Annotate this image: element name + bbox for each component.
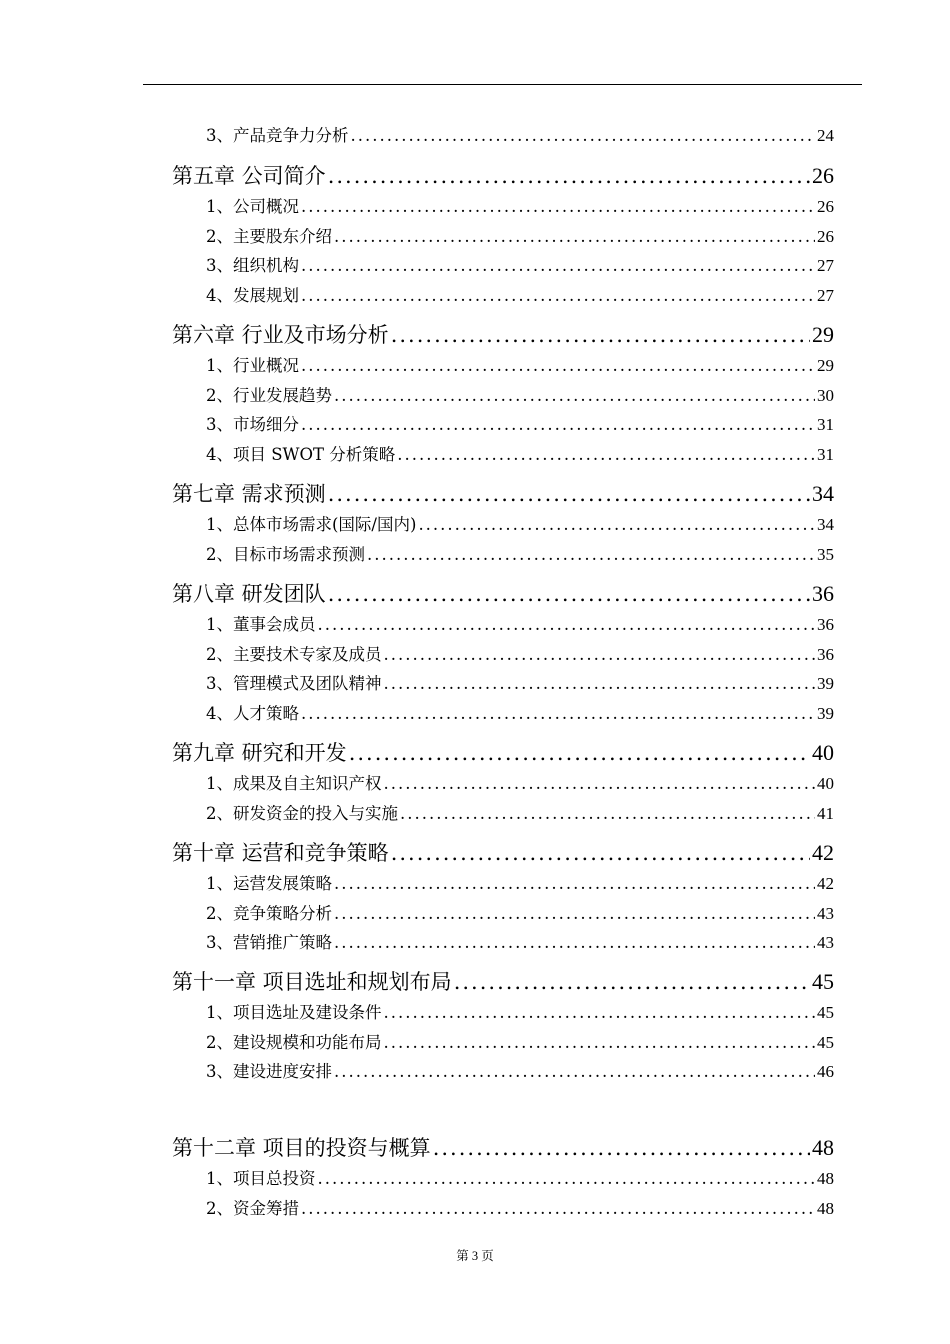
dot-leader	[433, 1136, 810, 1160]
toc-chapter-title: 第五章 公司简介	[172, 164, 326, 188]
toc-entry-title: 3、市场细分	[206, 415, 299, 434]
toc-entry-page: 40	[817, 774, 834, 793]
toc-entry[interactable]	[206, 511, 834, 535]
toc-entry-page: 26	[817, 197, 834, 216]
toc-entry-title: 3、营销推广策略	[206, 933, 332, 952]
dot-leader	[349, 741, 810, 765]
toc-entry-page: 41	[817, 804, 834, 823]
toc-entry[interactable]	[206, 670, 834, 694]
dot-leader	[367, 545, 815, 564]
toc-entry-title: 2、资金筹措	[206, 1199, 299, 1218]
toc-chapter-title: 第十一章 项目选址和规划布局	[172, 970, 452, 994]
dot-leader	[391, 841, 810, 865]
toc-entry-title: 2、竞争策略分析	[206, 904, 332, 923]
toc-entry-page: 30	[817, 386, 834, 405]
dot-leader	[328, 482, 810, 506]
toc-entry-page: 46	[817, 1062, 834, 1081]
header-rule	[143, 84, 862, 85]
dot-leader	[301, 256, 815, 275]
toc-entry-page: 48	[817, 1169, 834, 1188]
toc-entry-page: 27	[817, 256, 834, 275]
toc-entry[interactable]	[206, 122, 834, 146]
dot-leader	[328, 582, 810, 606]
toc-entry[interactable]	[206, 900, 834, 924]
toc-entry-page: 45	[817, 1033, 834, 1052]
toc-entry[interactable]	[206, 1195, 834, 1219]
dot-leader	[301, 415, 815, 434]
toc-chapter[interactable]	[172, 737, 834, 767]
dot-leader	[334, 1062, 815, 1081]
toc-entry[interactable]	[206, 800, 834, 824]
toc-entry-title: 2、建设规模和功能布局	[206, 1033, 382, 1052]
toc-entry-page: 31	[817, 415, 834, 434]
toc-chapter-page: 36	[812, 581, 834, 606]
toc-chapter[interactable]	[172, 837, 834, 867]
toc-chapter-page: 29	[812, 322, 834, 347]
toc-entry[interactable]	[206, 382, 834, 406]
toc-chapter-page: 48	[812, 1135, 834, 1160]
toc-entry-page: 43	[817, 933, 834, 952]
toc-entry[interactable]	[206, 929, 834, 953]
toc-entry[interactable]	[206, 611, 834, 635]
dot-leader	[328, 164, 810, 188]
dot-leader	[384, 645, 816, 664]
dot-leader	[397, 445, 815, 464]
dot-leader	[351, 126, 816, 145]
toc-entry-page: 26	[817, 227, 834, 246]
toc-entry-page: 43	[817, 904, 834, 923]
dot-leader	[384, 774, 816, 793]
dot-leader	[301, 704, 815, 723]
toc-entry-title: 2、目标市场需求预测	[206, 545, 365, 564]
toc-chapter-title: 第九章 研究和开发	[172, 741, 347, 765]
toc-chapter-page: 26	[812, 163, 834, 188]
dot-leader	[334, 933, 815, 952]
toc-entry[interactable]	[206, 1165, 834, 1189]
toc-chapter-title: 第十章 运营和竞争策略	[172, 841, 389, 865]
toc-entry[interactable]	[206, 223, 834, 247]
toc-entry-page: 29	[817, 356, 834, 375]
toc-chapter-title: 第十二章 项目的投资与概算	[172, 1136, 431, 1160]
toc-entry-page: 27	[817, 286, 834, 305]
toc-entry[interactable]	[206, 441, 834, 465]
toc-chapter[interactable]	[172, 319, 834, 349]
dot-leader	[384, 1033, 816, 1052]
toc-entry-page: 48	[817, 1199, 834, 1218]
toc-entry-title: 1、公司概况	[206, 197, 299, 216]
dot-leader	[301, 1199, 815, 1218]
toc-entry[interactable]	[206, 282, 834, 306]
toc-chapter-title: 第七章 需求预测	[172, 482, 326, 506]
toc-entry[interactable]	[206, 870, 834, 894]
toc-chapter-page: 42	[812, 840, 834, 865]
toc-chapter-page: 34	[812, 481, 834, 506]
toc-entry-title: 1、成果及自主知识产权	[206, 774, 382, 793]
dot-leader	[334, 874, 815, 893]
toc-chapter[interactable]	[172, 578, 834, 608]
dot-leader	[418, 515, 815, 534]
dot-leader	[334, 904, 815, 923]
toc-entry-page: 42	[817, 874, 834, 893]
toc-entry[interactable]	[206, 352, 834, 376]
toc-entry-title: 3、管理模式及团队精神	[206, 674, 382, 693]
toc-entry[interactable]	[206, 1058, 834, 1082]
dot-leader	[334, 386, 815, 405]
toc-entry[interactable]	[206, 193, 834, 217]
toc-entry[interactable]	[206, 700, 834, 724]
toc-entry[interactable]	[206, 252, 834, 276]
toc-entry-title: 2、研发资金的投入与实施	[206, 804, 398, 823]
toc-entry[interactable]	[206, 541, 834, 565]
toc-entry-page: 36	[817, 615, 834, 634]
toc-entry[interactable]	[206, 770, 834, 794]
dot-leader	[384, 674, 816, 693]
toc-entry-title: 4、人才策略	[206, 704, 299, 723]
dot-leader	[318, 1169, 816, 1188]
toc-entry-title: 1、行业概况	[206, 356, 299, 375]
dot-leader	[391, 323, 810, 347]
toc-entry[interactable]	[206, 641, 834, 665]
toc-entry-page: 35	[817, 545, 834, 564]
dot-leader	[384, 1003, 816, 1022]
toc-entry-title: 1、总体市场需求(国际/国内)	[206, 515, 417, 534]
dot-leader	[318, 615, 816, 634]
toc-entry[interactable]	[206, 411, 834, 435]
toc-entry-page: 45	[817, 1003, 834, 1022]
page-number-footer: 第 3 页	[456, 1249, 494, 1263]
toc-entry-page: 24	[817, 126, 834, 145]
toc-entry-title: 1、董事会成员	[206, 615, 316, 634]
toc-entry-title: 1、项目总投资	[206, 1169, 316, 1188]
dot-leader	[301, 356, 815, 375]
toc-entry-title: 4、发展规划	[206, 286, 299, 305]
toc-entry-title: 2、主要技术专家及成员	[206, 645, 382, 664]
dot-leader	[334, 227, 815, 246]
toc-chapter[interactable]	[172, 160, 834, 190]
toc-chapter-page: 40	[812, 740, 834, 765]
toc-entry-page: 31	[817, 445, 834, 464]
toc-entry-page: 39	[817, 704, 834, 723]
toc-entry-title: 3、组织机构	[206, 256, 299, 275]
toc-entry-page: 36	[817, 645, 834, 664]
toc-chapter[interactable]	[172, 966, 834, 996]
toc-chapter[interactable]	[172, 478, 834, 508]
toc-entry-page: 39	[817, 674, 834, 693]
dot-leader	[400, 804, 815, 823]
toc-chapter[interactable]	[172, 1132, 834, 1162]
toc-entry-title: 2、行业发展趋势	[206, 386, 332, 405]
toc-entry[interactable]	[206, 999, 834, 1023]
toc-entry-title: 3、产品竞争力分析	[206, 126, 349, 145]
toc-entry-title: 1、项目选址及建设条件	[206, 1003, 382, 1022]
toc-chapter-page: 45	[812, 969, 834, 994]
toc-entry-page: 34	[817, 515, 834, 534]
toc-entry-title: 3、建设进度安排	[206, 1062, 332, 1081]
dot-leader	[301, 197, 815, 216]
toc-entry-title: 1、运营发展策略	[206, 874, 332, 893]
toc-chapter-title: 第八章 研发团队	[172, 582, 326, 606]
toc-entry-title: 2、主要股东介绍	[206, 227, 332, 246]
dot-leader	[454, 970, 810, 994]
dot-leader	[301, 286, 815, 305]
toc-chapter-title: 第六章 行业及市场分析	[172, 323, 389, 347]
toc-entry[interactable]	[206, 1029, 834, 1053]
toc-entry-title: 4、项目 SWOT 分析策略	[206, 445, 396, 464]
